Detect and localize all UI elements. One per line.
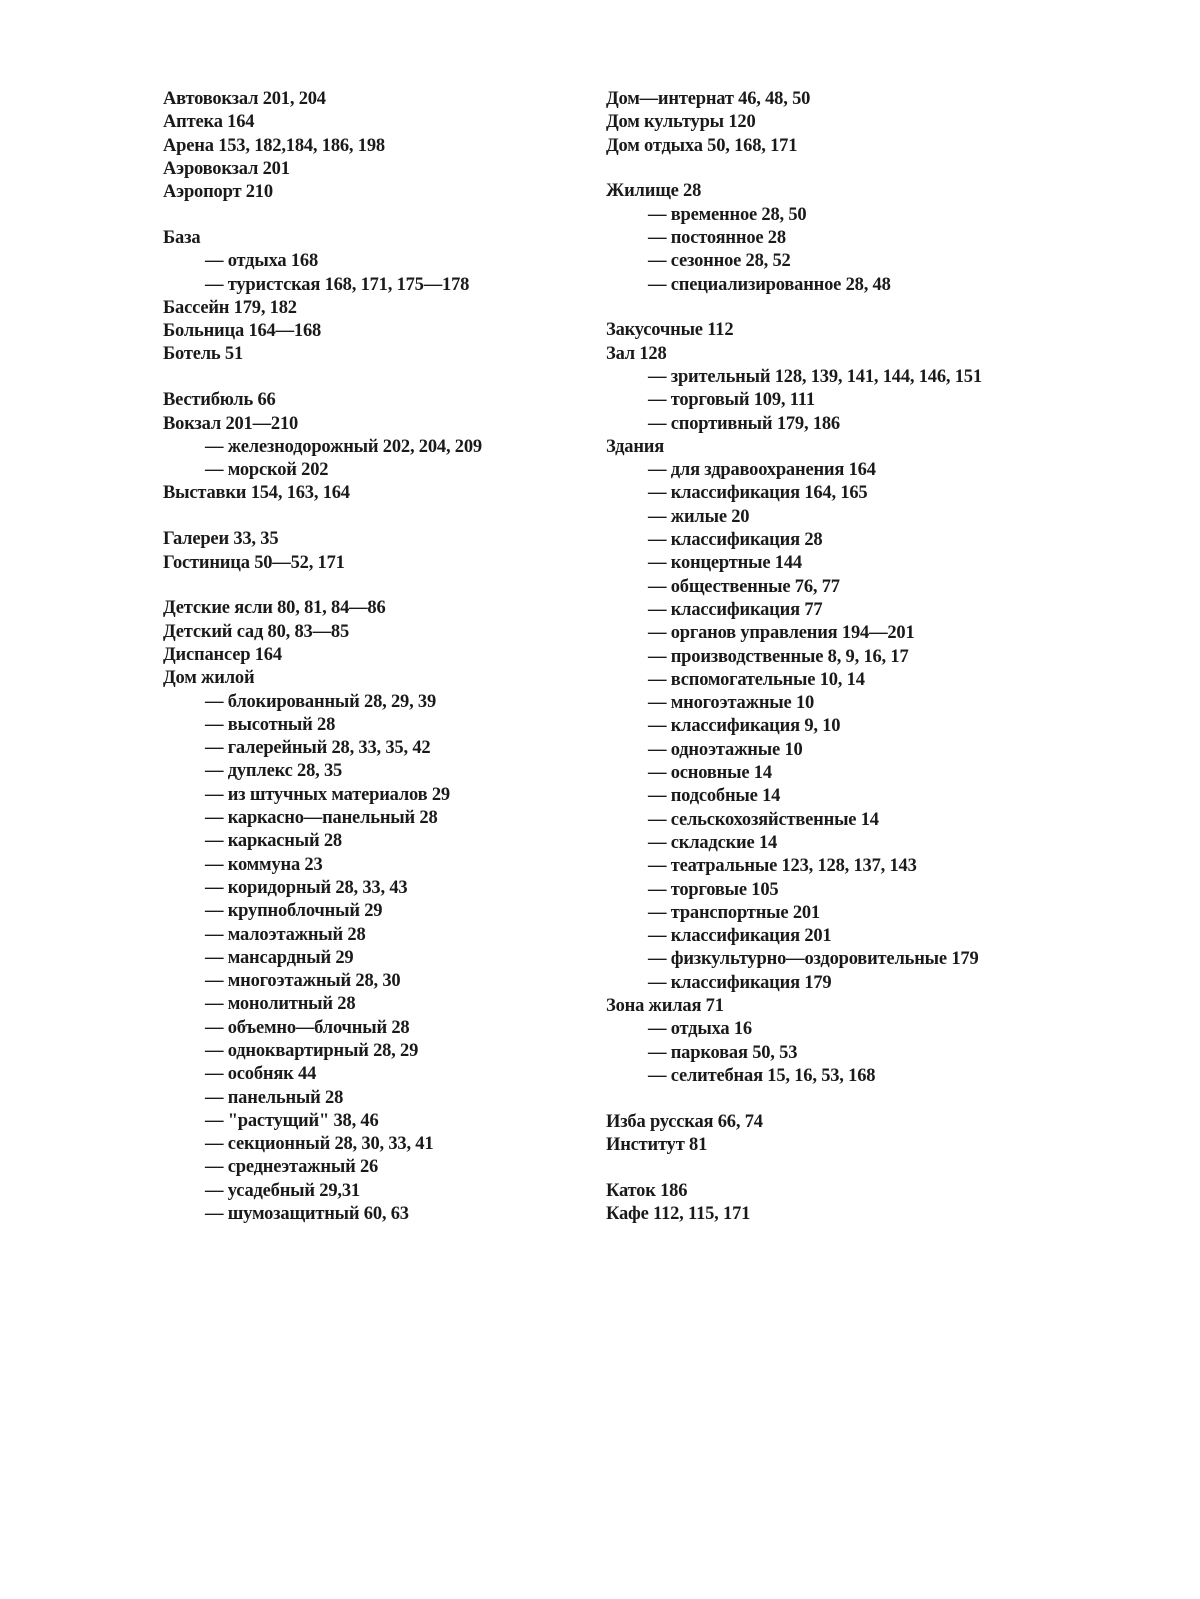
index-subentry: — концертные 144 xyxy=(648,553,802,574)
index-subentry: — временное 28, 50 xyxy=(648,204,807,225)
index-subentry: — складские 14 xyxy=(648,832,778,853)
index-subentry: — коммуна 23 xyxy=(205,854,323,875)
index-subentry: — классификация 77 xyxy=(648,599,823,620)
index-group xyxy=(163,528,583,575)
index-entry: Аэропорт 210 xyxy=(163,182,273,203)
index-subentry: — мансардный 29 xyxy=(205,947,354,968)
index-subentry: — классификация 28 xyxy=(648,530,823,551)
index-group xyxy=(163,88,583,204)
index-entry: Выставки 154, 163, 164 xyxy=(163,483,350,504)
index-subentry: — постоянное 28 xyxy=(648,227,786,248)
index-entry: База xyxy=(163,227,201,248)
index-subentry: — отдыха 168 xyxy=(205,251,319,272)
index-subentry: — одноквартирный 28, 29 xyxy=(205,1040,419,1061)
index-subentry: — объемно—блочный 28 xyxy=(205,1017,410,1038)
index-subentry: — среднеэтажный 26 xyxy=(205,1157,379,1178)
index-subentry: — "растущий" 38, 46 xyxy=(205,1110,379,1131)
index-entry: Жилище 28 xyxy=(606,181,702,202)
index-entry: Дом жилой xyxy=(163,668,255,689)
index-subentry: — особняк 44 xyxy=(205,1064,317,1085)
index-entry: Институт 81 xyxy=(606,1134,708,1155)
index-entry: Больница 164—168 xyxy=(163,321,322,342)
index-entry: Изба русская 66, 74 xyxy=(606,1111,763,1132)
index-subentry: — театральные 123, 128, 137, 143 xyxy=(648,856,917,877)
index-subentry: — органов управления 194—201 xyxy=(648,623,915,644)
index-entry: Дом культуры 120 xyxy=(606,112,756,133)
index-entry: Ботель 51 xyxy=(163,344,244,365)
index-subentry: — классификация 9, 10 xyxy=(648,716,841,737)
index-subentry: — подсобные 14 xyxy=(648,786,781,807)
index-subentry: — блокированный 28, 29, 39 xyxy=(205,691,437,712)
index-subentry: — вспомогательные 10, 14 xyxy=(648,669,865,690)
index-subentry: — крупноблочный 29 xyxy=(205,901,383,922)
index-group xyxy=(163,597,583,1226)
index-subentry: — сезонное 28, 52 xyxy=(648,251,791,272)
index-subentry: — специализированное 28, 48 xyxy=(648,274,891,295)
index-subentry: — селитебная 15, 16, 53, 168 xyxy=(648,1065,876,1086)
index-subentry: — сельскохозяйственные 14 xyxy=(648,809,879,830)
index-group xyxy=(606,88,1026,158)
index-entry: Зал 128 xyxy=(606,343,667,364)
index-subentry: — каркасно—панельный 28 xyxy=(205,808,438,829)
index-subentry: — жилые 20 xyxy=(648,506,750,527)
index-subentry: — производственные 8, 9, 16, 17 xyxy=(648,646,909,667)
index-entry: Детские ясли 80, 81, 84—86 xyxy=(163,598,386,619)
index-group xyxy=(606,1111,1026,1158)
index-subentry: — секционный 28, 30, 33, 41 xyxy=(205,1134,434,1155)
index-subentry: — из штучных материалов 29 xyxy=(205,784,450,805)
index-subentry: — классификация 164, 165 xyxy=(648,483,868,504)
index-entry: Дом—интернат 46, 48, 50 xyxy=(606,89,811,109)
index-column-right xyxy=(606,88,1026,1249)
index-subentry: — для здравоохранения 164 xyxy=(648,460,876,481)
index-subentry: — железнодорожный 202, 204, 209 xyxy=(205,436,482,457)
index-subentry: — отдыха 16 xyxy=(648,1019,752,1040)
index-subentry: — торговый 109, 111 xyxy=(648,390,815,411)
index-subentry: — одноэтажные 10 xyxy=(648,739,803,760)
index-entry: Аптека 164 xyxy=(163,112,255,133)
index-entry: Арена 153, 182,184, 186, 198 xyxy=(163,135,385,156)
index-subentry: — многоэтажные 10 xyxy=(648,693,815,714)
index-entry: Диспансер 164 xyxy=(163,644,282,665)
index-subentry: — классификация 179 xyxy=(648,972,832,993)
index-entry: Кафе 112, 115, 171 xyxy=(606,1204,751,1225)
index-subentry: — дуплекс 28, 35 xyxy=(205,761,343,782)
index-entry: Детский сад 80, 83—85 xyxy=(163,621,350,642)
index-entry: Гостиница 50—52, 171 xyxy=(163,552,345,573)
index-entry: Зона жилая 71 xyxy=(606,995,724,1016)
index-entry: Бассейн 179, 182 xyxy=(163,297,297,318)
index-subentry: — усадебный 29,31 xyxy=(205,1180,360,1201)
index-entry: Закусочные 112 xyxy=(606,320,734,341)
index-entry: Вестибюль 66 xyxy=(163,390,276,411)
index-group xyxy=(606,180,1026,296)
index-subentry: — торговые 105 xyxy=(648,879,779,900)
index-subentry: — малоэтажный 28 xyxy=(205,924,366,945)
index-group xyxy=(606,319,1026,1088)
index-subentry: — парковая 50, 53 xyxy=(648,1042,798,1063)
index-subentry: — шумозащитный 60, 63 xyxy=(205,1204,409,1225)
index-subentry: — основные 14 xyxy=(648,763,772,784)
index-group xyxy=(163,227,583,367)
index-subentry: — зрительный 128, 139, 141, 144, 146, 151 xyxy=(648,366,982,387)
index-subentry: — коридорный 28, 33, 43 xyxy=(205,877,408,898)
index-subentry: — галерейный 28, 33, 35, 42 xyxy=(205,738,431,759)
index-entry: Галереи 33, 35 xyxy=(163,529,279,550)
index-subentry: — физкультурно—оздоровительные 179 xyxy=(648,949,979,970)
index-entry: Дом отдыха 50, 168, 171 xyxy=(606,135,798,156)
index-subentry: — туристская 168, 171, 175—178 xyxy=(205,274,470,295)
index-subentry: — классификация 201 xyxy=(648,926,832,947)
index-subentry: — общественные 76, 77 xyxy=(648,576,840,597)
index-subentry: — спортивный 179, 186 xyxy=(648,413,840,434)
index-entry: Автовокзал 201, 204 xyxy=(163,89,326,109)
index-subentry: — транспортные 201 xyxy=(648,902,820,923)
index-subentry: — высотный 28 xyxy=(205,714,336,735)
index-subentry: — морской 202 xyxy=(205,460,329,481)
index-subentry: — монолитный 28 xyxy=(205,994,356,1015)
index-group xyxy=(606,1180,1026,1227)
index-entry: Каток 186 xyxy=(606,1180,688,1201)
index-subentry: — многоэтажный 28, 30 xyxy=(205,971,401,992)
index-entry: Здания xyxy=(606,436,665,457)
index-subentry: — каркасный 28 xyxy=(205,831,342,852)
index-entry: Аэровокзал 201 xyxy=(163,158,290,179)
index-entry: Вокзал 201—210 xyxy=(163,413,299,434)
index-subentry: — панельный 28 xyxy=(205,1087,344,1108)
index-group xyxy=(163,389,583,505)
index-column-left xyxy=(163,88,583,1249)
